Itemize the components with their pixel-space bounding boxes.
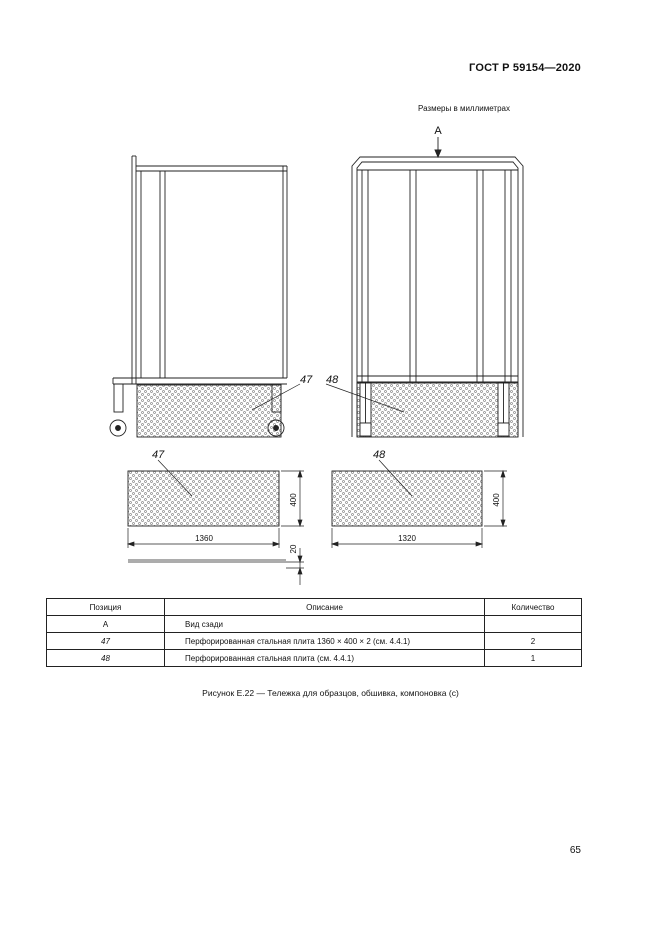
table-row [47,650,582,667]
dim-gap-value: 20 [289,544,298,554]
view-label: A [434,125,442,137]
item-label-47-lower: 47 [152,449,165,461]
cell-quantity: 1 [485,650,582,667]
cell-position: 47 [47,633,165,650]
table-row [47,616,582,633]
dim-gap [128,548,304,585]
cell-description: Перфорированная стальная плита 1360 × 400 × 2 (см. 4.4.1) [165,633,485,650]
standard-code: ГОСТ Р 59154—2020 [469,62,581,74]
cell-quantity [485,616,582,633]
item-label-48-lower: 48 [373,449,386,461]
cell-position: 48 [47,650,165,667]
header-position: Позиция [47,599,165,616]
page-number: 65 [569,845,581,856]
view-arrow [435,137,441,157]
cell-position: A [47,616,165,633]
figure-caption: Рисунок Е.22 — Тележка для образцов, обшивка, компоновка (с) [202,688,459,698]
plate-48-detail [332,471,482,526]
cell-description: Перфорированная стальная плита (см. 4.4.1) [165,650,485,667]
item-label-47-upper: 47 [300,374,313,386]
units-note: Размеры в миллиметрах [418,104,510,113]
plate-47-side [137,385,281,437]
plate-48-rear [357,383,518,437]
plate-47-detail [128,471,279,526]
dim-47-width-value: 1360 [195,534,213,543]
header-quantity: Количество [485,599,582,616]
dim-48-height-value: 400 [492,493,501,507]
item-label-48-upper: 48 [326,374,339,386]
dim-47-height-value: 400 [289,493,298,507]
header-description: Описание [165,599,485,616]
cart-side-view [113,156,287,412]
parts-table [46,598,582,667]
table-header-row [47,599,582,616]
table-row [47,633,582,650]
dim-48-width-value: 1320 [398,534,416,543]
cell-quantity: 2 [485,633,582,650]
cell-description: Вид сзади [165,616,485,633]
